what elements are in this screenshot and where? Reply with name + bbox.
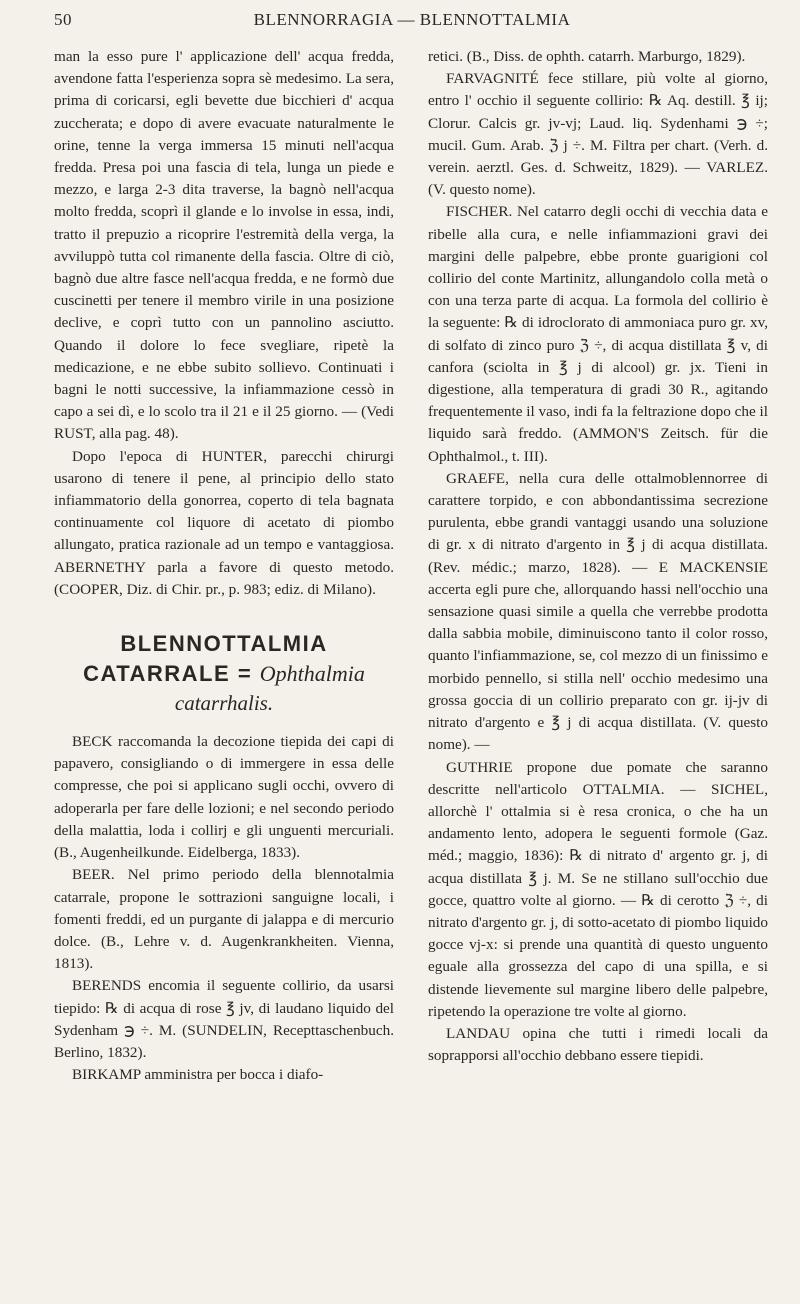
paragraph: FARVAGNITÉ fece stillare, più volte al giorno, entro l' occhio il seguente collirio: ℞ Aq. destill. ℥ ij; Clorur. Calcis gr. jv-vj; Laud. liq. Sydenhami ℈ ÷; mucil. Gum. Arab. ℨ j ÷. M. Filtra per chart. (Verh. d. verein. aerztl. Ges. d. Schweitz, 1829). — VARLEZ. (V. questo nome). <box>428 70 768 199</box>
paragraph: LANDAU opina che tutti i rimedi locali da soprapporsi all'occhio debbano essere tiepidi. <box>428 1024 768 1065</box>
paragraph: FISCHER. Nel catarro degli occhi di vecchia data e ribelle alla cura, e nelle infiammazioni gravi dei margini delle palpebre, ebbe pronte guarigioni col collirio del conte Martinitz, allungandolo colla metà o con una terza parte di acqua. La formola del collirio è la seguente: ℞ di idroclorato di ammoniaca puro gr. xv, di solfato di zinco puro ℨ ÷, di acqua distillata ℥ v, di canfora (sciolta in ℥ j di alcool) gr. jx. Tieni in digestione, alla temperatura di gradi 30 R., agitando frequentemente il vaso, indi fa la feltrazione dopo che il liquido sarà freddo. (AMMON'S Zeitsch. für die Ophthalmol., t. III). <box>428 203 768 465</box>
paragraph: man la esso pure l' applicazione dell' acqua fredda, avendone fatta l'esperienza sopra sè medesimo. La sera, prima di coricarsi, egli bevette due bicchieri d' acqua zuccherata; e dopo di avere evacuate naturalmente le orine, tenne la verga immersa 15 minuti nell'acqua fredda. Presa poi una fascia di tela, lunga un piede e mezzo, e larga 2-3 dita traverse, la bagnò nell'acqua molto fredda, scoprì il glande e lo involse in essa, indi, tratto il prepuzio a ricoprire l'estremità della verga, la avviluppò tutta col rimanente della fascia. Oltre di ciò, bagnò due altre fasce nell'acqua fredda, e ne formò due cuscinetti per tenere il membro virile in una posizione declive, e coprì tutto con un pannolino asciutto. Quando il dolore lo fece svegliare, ripetè la medicazione, e ne ebbe subito sollievo. Continuati i bagni le notti successive, la infiammazione cessò in capo a sei dì, e lo scolo tra il 21 e il 25 giorno. — (Vedi RUST, alla pag. 48). <box>54 48 394 443</box>
section-heading <box>54 629 394 717</box>
paragraph: BERENDS encomia il seguente collirio, da usarsi tiepido: ℞ di acqua di rose ℥ jv, di laudano liquido del Sydenham ℈ ÷. M. (SUNDELIN, Recepttaschenbuch. Berlino, 1832). <box>54 977 394 1061</box>
heading-equals: = <box>237 661 253 687</box>
paragraph: Dopo l'epoca di HUNTER, parecchi chirurgi usarono di tenere il pene, al principio dello stato infiammatorio della gonorrea, coperto di tela bagnata continuamente col liquore di acetato di piombo allungato, pratica razionale ad un tempo e vantaggiosa. ABERNETHY parla a favore di questo metodo. (COOPER, Diz. di Chir. pr., p. 983; ediz. di Milano). <box>54 447 394 598</box>
paragraph: GRAEFE, nella cura delle ottalmoblennorree di carattere torpido, e con abbondantissima secrezione purulenta, ebbe grandi vantaggi usando una soluzione di gr. x di nitrato d'argento in ℥ j di acqua distillata. (Rev. médic.; marzo, 1828). — E MACKENSIE accerta egli pure che, allorquando hassi nell'occhio una sensazione quasi simile a quella che verrebbe prodotta dalla sabbia mobile, diminuiscono tanto il color rosso, quanto l'infiammazione, se, col mezzo di un finissimo e morbido pennello, si stilla nell' occhio medesimo una grossa goccia di un collirio preparato con gr. ij-jv di nitrato d'argento e ℥ j di acqua distillata. (V. questo nome). — <box>428 469 768 754</box>
heading-line-2 <box>54 659 394 689</box>
heading-latin-b: catarrhalis. <box>174 691 274 716</box>
right-column <box>428 46 768 1067</box>
heading-line-1: BLENNOTTALMIA <box>120 631 328 657</box>
paragraph: BIRKAMP amministra per bocca i diafo- <box>72 1066 324 1084</box>
page-number: 50 <box>54 10 72 29</box>
left-column <box>54 46 394 1086</box>
heading-word: CATARRALE <box>83 661 231 687</box>
paragraph: BEER. Nel primo periodo della blennotalmia catarrale, propone le sottrazioni sanguigne locali, i fomenti freddi, ed un purgante di jalappa e di mercurio dolce. (B., Lehre v. d. Augenkrankheiten. Vienna, 1813). <box>54 866 394 973</box>
running-title: BLENNORRAGIA — BLENNOTTALMIA <box>253 10 571 29</box>
running-header <box>54 6 770 36</box>
paragraph: GUTHRIE propone due pomate che saranno descritte nell'articolo OTTALMIA. — SICHEL, allorchè l' ottalmia si è resa cronica, o che ha un andamento lento, adopera le seguenti formole (Gaz. méd.; maggio, 1836): ℞ di nitrato d' argento gr. j, di acqua distillata ℥ j. M. Se ne stillano sull'occhio due gocce, quattro volte al giorno. — ℞ di cerotto ℨ ÷, di nitrato d'argento gr. j, di sotto-acetato di piombo liquido gocce vj-x: si prende una quantità di questo unguento eguale alla grossezza del capo di una spilla, e si distende lievemente sul margine libero delle palpebre, ripetendo la operazione tre volte al giorno. <box>428 758 768 1020</box>
paragraph: retici. (B., Diss. de ophth. catarrh. Marburgo, 1829). <box>428 48 746 65</box>
heading-latin-a: Ophthalmia <box>259 661 365 687</box>
paragraph: BECK raccomanda la decozione tiepida dei capi di papavero, consigliando o di immergere in essa delle compresse, che poi si applicano sugli occhi, ovvero di adoperarla per fare delle lozioni; e nel secondo periodo della malattia, loda i collirj e gli unguenti mercuriali. (B., Augenheilkunde. Eidelberga, 1833). <box>54 733 394 862</box>
